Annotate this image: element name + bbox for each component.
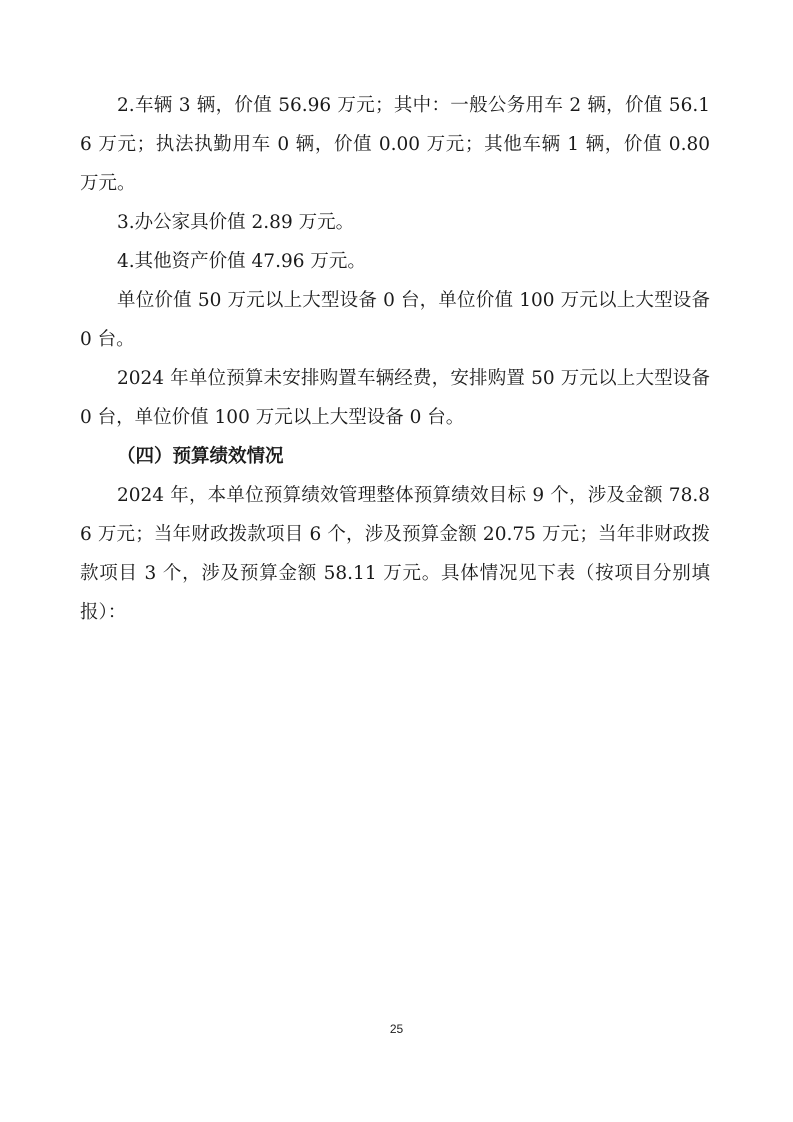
document-body — [80, 86, 710, 632]
vehicle-assets-paragraph: 2.车辆 3 辆，价值 56.96 万元；其中：一般公务用车 2 辆，价值 56.16 万元；执法执勤用车 0 辆，价值 0.00 万元；其他车辆 1 辆，价值 0.80 万元。 — [80, 95, 710, 194]
purchase-plan-paragraph: 2024 年单位预算未安排购置车辆经费，安排购置 50 万元以上大型设备 0 台，单位价值 100 万元以上大型设备 0 台。 — [80, 368, 710, 428]
performance-paragraph: 2024 年，本单位预算绩效管理整体预算绩效目标 9 个，涉及金额 78.86 万元；当年财政拨款项目 6 个，涉及预算金额 20.75 万元；当年非财政拨款项目 3 个，涉及预算金额 58.11 万元。具体情况见下表（按项目分别填报）： — [80, 485, 710, 623]
office-furniture-paragraph: 3.办公家具价值 2.89 万元。 — [117, 212, 355, 233]
other-assets-paragraph: 4.其他资产价值 47.96 万元。 — [117, 251, 366, 272]
section-heading: （四）预算绩效情况 — [117, 446, 284, 467]
large-equipment-paragraph: 单位价值 50 万元以上大型设备 0 台，单位价值 100 万元以上大型设备 0 台。 — [80, 290, 710, 350]
page-number: 25 — [389, 1022, 404, 1036]
